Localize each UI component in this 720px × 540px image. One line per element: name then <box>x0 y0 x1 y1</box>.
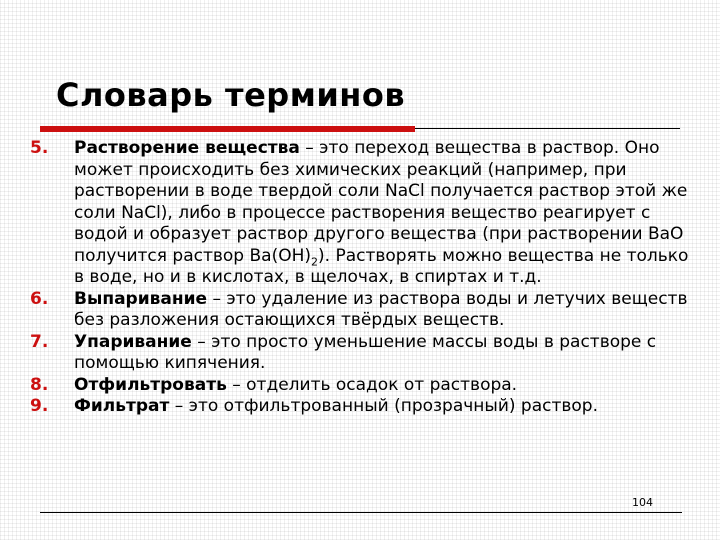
definition-end: ). Растворять можно вещества не только в воде, но и в кислотах, в щелочах, в спиртах и т.д. <box>74 245 689 287</box>
definition: – это отфильтрованный (прозрачный) раствор. <box>169 396 599 416</box>
item-number: 9. <box>30 396 49 416</box>
definition: – это удаление из раствора воды и летучих веществ без разложения остающихся твёрдых веществ. <box>74 288 688 330</box>
term: Фильтрат <box>74 396 170 416</box>
title-underline-thin <box>415 128 680 129</box>
item-number: 5. <box>30 138 49 158</box>
definition: – отделить осадок от раствора. <box>226 374 518 395</box>
term: Выпаривание <box>74 288 208 309</box>
item-number: 6. <box>30 288 49 309</box>
footer-line <box>40 512 682 513</box>
term: Упаривание <box>74 331 192 352</box>
term: Отфильтровать <box>74 374 227 395</box>
item-number: 7. <box>30 331 49 352</box>
list-item <box>30 375 700 397</box>
slide-title: Словарь терминов <box>56 76 406 114</box>
list-item <box>30 332 700 375</box>
list-item <box>30 138 700 289</box>
list-item <box>30 396 700 418</box>
glossary-list <box>30 138 700 418</box>
title-underline <box>40 126 415 132</box>
subscript: 2 <box>311 254 318 268</box>
page-number: 104 <box>632 496 653 509</box>
item-number: 8. <box>30 374 49 395</box>
term: Растворение вещества <box>74 138 300 158</box>
definition: – это просто уменьшение массы воды в растворе с помощью кипячения. <box>74 331 657 373</box>
list-item <box>30 289 700 332</box>
definition: – это переход вещества в раствор. Оно может происходить без химических реакций (например, при растворении в воде твердой соли NaCl получается раствор этой же соли NaCl), либо в процессе растворения вещество реагирует с водой и образует раствор другого вещества (при растворении BaO получится раствор Ba(OH) <box>74 138 688 266</box>
